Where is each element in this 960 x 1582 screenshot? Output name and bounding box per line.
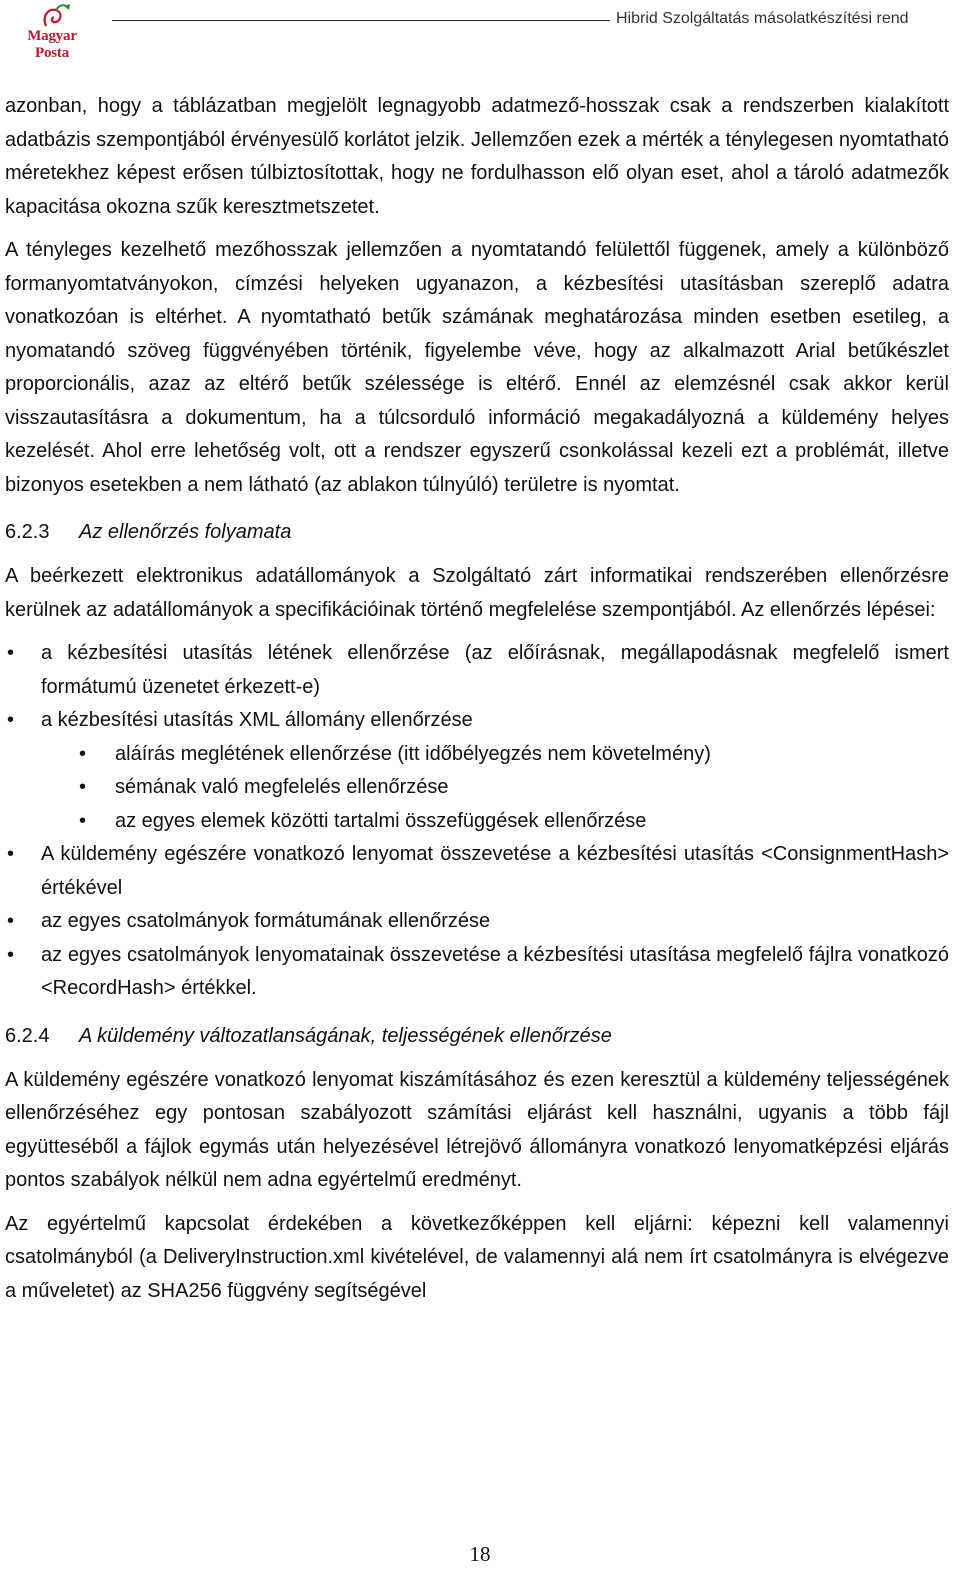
sub-list-item: • sémának való megfelelés ellenőrzése (41, 771, 949, 805)
list-item: • az egyes csatolmányok lenyomatainak összevetése a kézbesítési utasítása megfelelő fájlra vonatkozó <RecordHash> értékkel. (5, 939, 949, 1006)
page-header (0, 0, 960, 60)
logo-text: Magyar Posta (27, 28, 77, 61)
list-item: • a kézbesítési utasítás létének ellenőrzése (az előírásnak, megállapodásnak megfelelő ismert formátumú üzenetet érkezett-e) (5, 637, 949, 704)
section-title: A küldemény változatlanságának, teljességének ellenőrzése (79, 1024, 612, 1047)
header-rule (112, 20, 610, 21)
sub-list-item: • aláírás meglétének ellenőrzése (itt időbélyegzés nem követelmény) (41, 738, 949, 772)
list-item: • a kézbesítési utasítás XML állomány ellenőrzése • aláírás meglétének ellenőrzése (itt időbélyegzés nem követelmény) • sémának való megfelelés ellenőrzése • az egyes elemek közötti tartalmi összefüggések ellenőrzése (5, 704, 949, 838)
page-number: 18 (469, 1542, 491, 1566)
section-heading-6-2-3 (5, 516, 949, 549)
section-heading-6-2-4 (5, 1020, 949, 1053)
header-title: Hibrid Szolgáltatás másolatkészítési rend (616, 10, 909, 27)
document-body (5, 90, 949, 1318)
list-item: • A küldemény egészére vonatkozó lenyomat összevetése a kézbesítési utasítás <ConsignmentHash> értékével (5, 838, 949, 905)
section-title: Az ellenőrzés folyamata (79, 521, 292, 543)
section-number: 6.2.3 (5, 521, 50, 543)
paragraph: Az egyértelmű kapcsolat érdekében a következőképpen kell eljárni: képezni kell valamennyi csatolmányból (a DeliveryInstruction.xml kivételével, de valamennyi alá nem írt csatolmányra is elvégezve a műveletet) az SHA256 függvény segítségével (5, 1212, 949, 1302)
sub-list-item: • az egyes elemek közötti tartalmi összefüggések ellenőrzése (41, 805, 949, 839)
paragraph: A tényleges kezelhető mezőhosszak jellemzően a nyomtatandó felülettől függenek, amely a különböző formanyomtatványokon, címzési helyeken ugyanazon, a kézbesítési utasításban szereplő adatra vonatkozóan is eltérhet. A nyomtatható betűk számának meghatározása minden esetben esetileg, a nyomatandó szöveg függvényében történik, figyelembe véve, hogy az alkalmazott Arial betűkészlet proporcionális, azaz az eltérő betűk szélessége is eltérő. Ennél az elemzésnél csak akkor kerül visszautasításra a dokumentum, ha a túlcsorduló információ megakadályozná a küldemény helyes kezelését. Ahol erre lehetőség volt, ott a rendszer egyszerű csonkolással kezeli ezt a problémát, illetve bizonyos esetekben a nem látható (az ablakon túlnyúló) területre is nyomtat. (5, 239, 949, 496)
paragraph: A beérkezett elektronikus adatállományok a Szolgáltató zárt informatikai rendszerében ellenőrzésre kerülnek az adatállományok a specifikációinak történő megfelelése szempontjából. Az ellenőrzés lépései: (5, 565, 949, 621)
section-number: 6.2.4 (5, 1024, 50, 1047)
list-item: • az egyes csatolmányok formátumának ellenőrzése (5, 905, 949, 939)
check-steps-list (5, 637, 949, 1006)
magyar-posta-logo (12, 2, 92, 61)
sub-list (41, 738, 949, 839)
paragraph: A küldemény egészére vonatkozó lenyomat kiszámításához és ezen keresztül a küldemény teljességének ellenőrzéséhez egy pontosan szabályozott számítási eljárást kell használni, ugyanis a több fájl együtteséből a fájlok egymás után helyezésével létrejövő állományra vonatkozó lenyomatképzési eljárás pontos szabályok nélkül nem adna egyértelmű eredményt. (5, 1068, 949, 1191)
paragraph: azonban, hogy a táblázatban megjelölt legnagyobb adatmező-hosszak csak a rendszerben kialakított adatbázis szempontjából érvényesülő korlátot jelzik. Jellemzően ezek a mérték a ténylegesen nyomtatható méretekhez képest erősen túlbiztosítottak, hogy ne fordulhasson elő olyan eset, ahol a tároló adatmezők kapacitása okozna szűk keresztmetszetet. (5, 95, 949, 218)
